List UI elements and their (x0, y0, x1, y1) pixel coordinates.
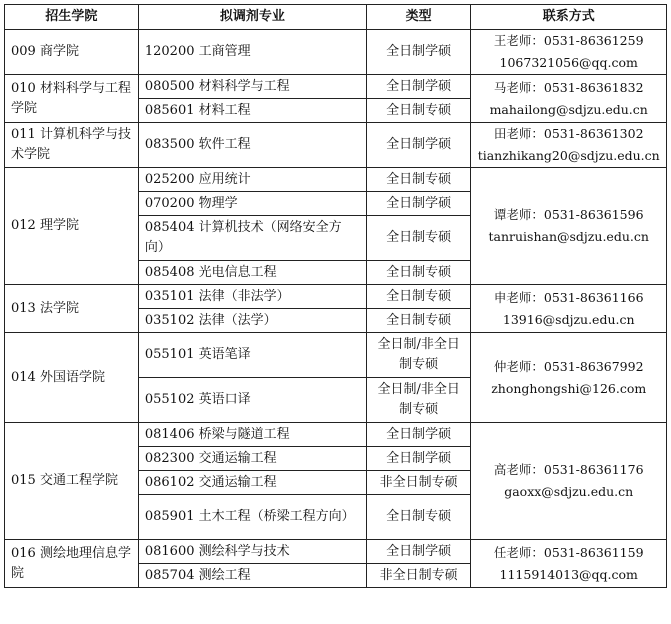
table-row (5, 333, 667, 378)
contact-cell (471, 123, 667, 168)
major-name: 085601 材料工程 (138, 99, 366, 123)
contact-cell (471, 285, 667, 333)
college-name: 014 外国语学院 (5, 333, 139, 423)
college-name: 010 材料科学与工程学院 (5, 75, 139, 123)
program-type: 全日制学硕 (366, 447, 471, 471)
contact-cell (471, 333, 667, 423)
contact-phone: 王老师：0531-86361259 (493, 33, 644, 48)
major-name: 055101 英语笔译 (138, 333, 366, 378)
major-name: 035102 法律（法学） (138, 309, 366, 333)
program-type: 非全日制专硕 (366, 471, 471, 495)
header-contact: 联系方式 (471, 5, 667, 30)
college-name: 009 商学院 (5, 30, 139, 75)
program-type: 全日制专硕 (366, 168, 471, 192)
contact-phone: 马老师：0531-86361832 (493, 79, 644, 95)
college-name: 012 理学院 (5, 168, 139, 285)
contact-email: 13916@sdjzu.edu.cn (502, 311, 635, 327)
major-name: 085408 光电信息工程 (138, 261, 366, 285)
header-college: 招生学院 (5, 5, 139, 30)
major-name: 085704 测绘工程 (138, 564, 366, 588)
contact-cell (471, 423, 667, 540)
contact-phone: 谭老师：0531-86361596 (493, 207, 644, 222)
major-name: 082300 交通运输工程 (138, 447, 366, 471)
contact-phone: 田老师：0531-86361302 (493, 126, 644, 141)
program-type: 全日制专硕 (366, 309, 471, 333)
adjustment-table (4, 4, 667, 588)
contact-cell (471, 30, 667, 75)
program-type: 全日制专硕 (366, 495, 471, 540)
contact-email: gaoxx@sdjzu.edu.cn (504, 484, 634, 499)
table-row (5, 123, 667, 168)
program-type: 全日制学硕 (366, 30, 471, 75)
program-type: 全日制学硕 (366, 192, 471, 216)
contact-phone: 申老师：0531-86361166 (493, 289, 644, 305)
contact-cell (471, 540, 667, 588)
contact-phone: 任老师：0531-86361159 (493, 544, 644, 560)
program-type: 全日制学硕 (366, 540, 471, 564)
major-name: 025200 应用统计 (138, 168, 366, 192)
college-name: 013 法学院 (5, 285, 139, 333)
program-type: 全日制学硕 (366, 75, 471, 99)
contact-phone: 仲老师：0531-86367992 (493, 358, 644, 374)
table-row (5, 168, 667, 192)
header-major: 拟调剂专业 (138, 5, 366, 30)
major-name: 081406 桥梁与隧道工程 (138, 423, 366, 447)
program-type: 全日制专硕 (366, 261, 471, 285)
major-name: 086102 交通运输工程 (138, 471, 366, 495)
contact-email: tanruishan@sdjzu.edu.cn (488, 229, 649, 244)
major-name: 120200 工商管理 (138, 30, 366, 75)
major-name: 070200 物理学 (138, 192, 366, 216)
table-row (5, 75, 667, 99)
program-type: 全日制学硕 (366, 123, 471, 168)
program-type: 全日制/非全日制专硕 (366, 333, 471, 378)
table-row (5, 30, 667, 75)
college-name: 015 交通工程学院 (5, 423, 139, 540)
table-row (5, 540, 667, 564)
major-name: 085901 土木工程（桥梁工程方向） (138, 495, 366, 540)
program-type: 非全日制专硕 (366, 564, 471, 588)
major-name: 080500 材料科学与工程 (138, 75, 366, 99)
contact-email: 1067321056@qq.com (499, 55, 638, 70)
contact-email: tianzhikang20@sdjzu.edu.cn (477, 148, 660, 163)
contact-phone: 高老师：0531-86361176 (493, 462, 644, 477)
table-row (5, 285, 667, 309)
table-row (5, 423, 667, 447)
program-type: 全日制学硕 (366, 423, 471, 447)
program-type: 全日制/非全日制专硕 (366, 378, 471, 423)
contact-email: 1115914013@qq.com (499, 566, 638, 582)
program-type: 全日制专硕 (366, 99, 471, 123)
contact-email: zhonghongshi@126.com (491, 380, 647, 396)
major-name: 085404 计算机技术（网络安全方向） (138, 216, 366, 261)
table-header-row (5, 5, 667, 30)
college-name: 011 计算机科学与技术学院 (5, 123, 139, 168)
major-name: 035101 法律（非法学） (138, 285, 366, 309)
college-name: 016 测绘地理信息学院 (5, 540, 139, 588)
major-name: 055102 英语口译 (138, 378, 366, 423)
program-type: 全日制专硕 (366, 285, 471, 309)
major-name: 083500 软件工程 (138, 123, 366, 168)
header-type: 类型 (366, 5, 471, 30)
major-name: 081600 测绘科学与技术 (138, 540, 366, 564)
contact-email: mahailong@sdjzu.edu.cn (489, 101, 648, 117)
contact-cell (471, 168, 667, 285)
program-type: 全日制专硕 (366, 216, 471, 261)
contact-cell (471, 75, 667, 123)
